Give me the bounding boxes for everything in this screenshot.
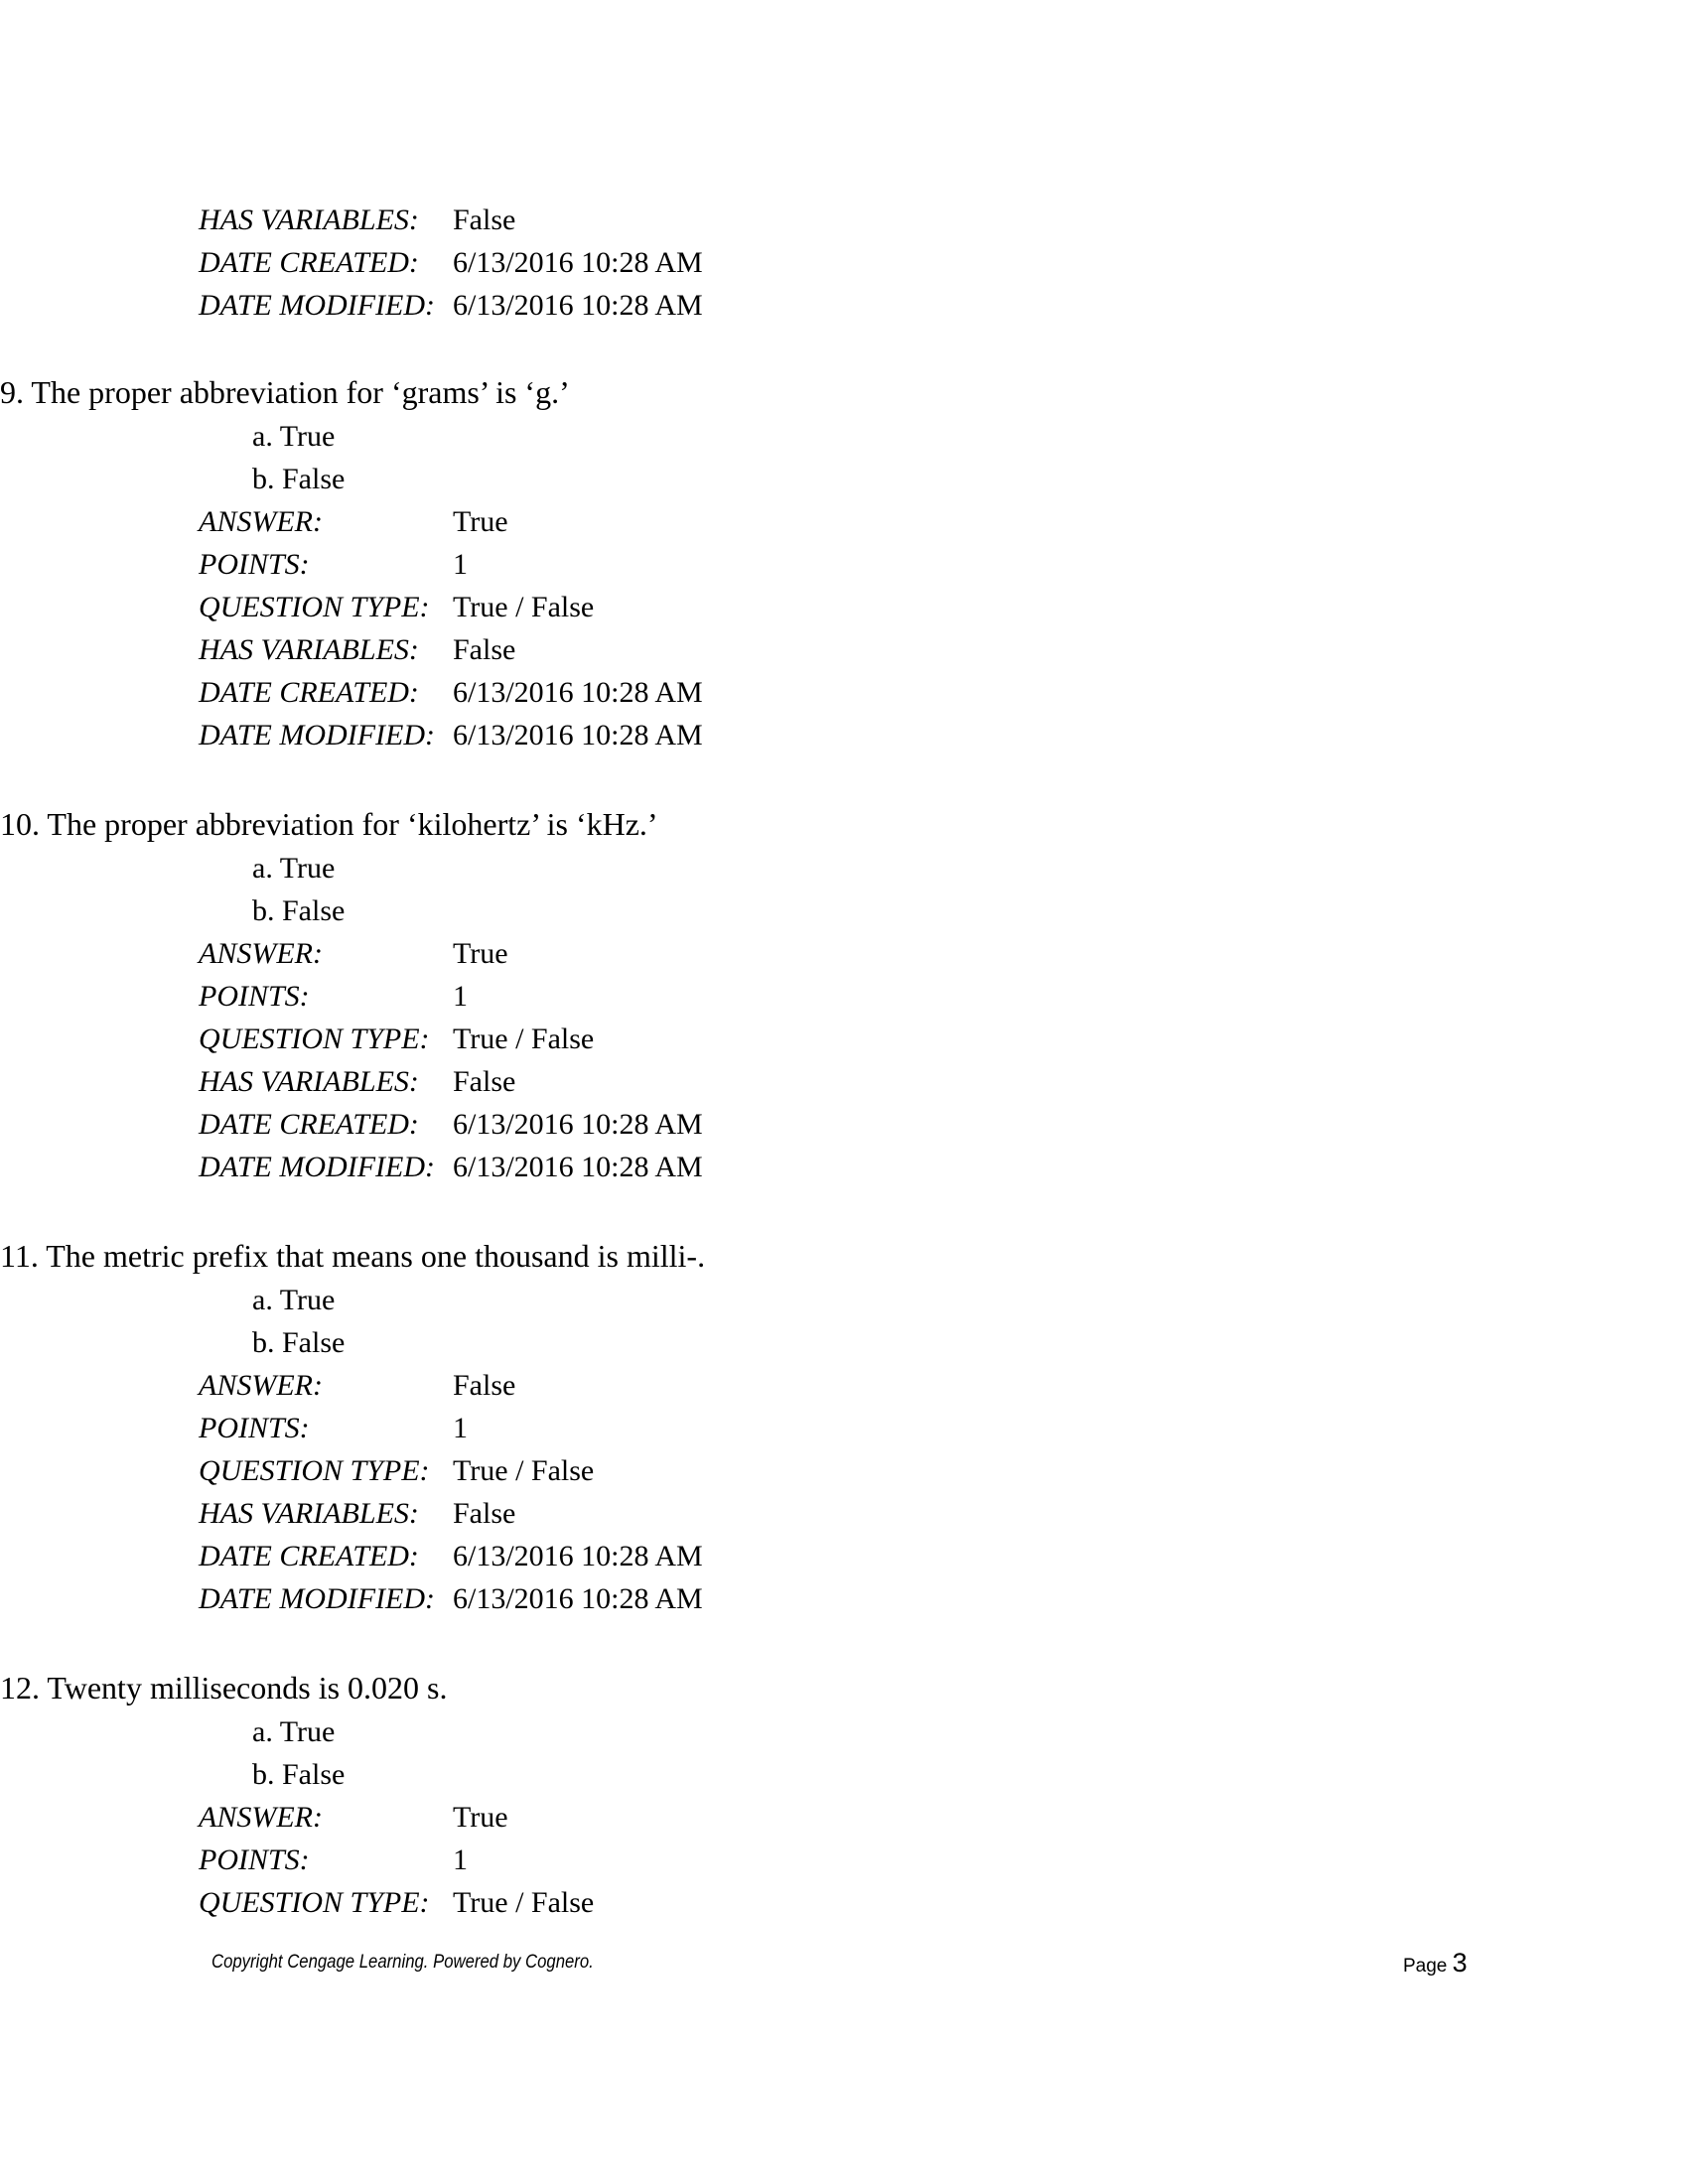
question-text: 12. Twenty milliseconds is 0.020 s. — [0, 1670, 448, 1706]
meta-value: 1 — [453, 1412, 468, 1444]
meta-value: 6/13/2016 10:28 AM — [453, 1540, 703, 1572]
meta-value: 6/13/2016 10:28 AM — [453, 1108, 703, 1141]
meta-label: DATE CREATED: — [199, 1540, 419, 1572]
meta-value: 6/13/2016 10:28 AM — [453, 1582, 703, 1615]
meta-value: True — [453, 505, 508, 538]
meta-value: False — [453, 1065, 516, 1098]
answer-option: b. False — [252, 894, 346, 927]
meta-value: False — [453, 633, 516, 666]
meta-value: 6/13/2016 10:28 AM — [453, 289, 703, 322]
meta-label: ANSWER: — [199, 505, 323, 538]
meta-label: HAS VARIABLES: — [199, 633, 419, 666]
meta-label: QUESTION TYPE: — [199, 591, 430, 623]
meta-label: HAS VARIABLES: — [199, 1497, 419, 1530]
meta-label: DATE MODIFIED: — [199, 1151, 435, 1183]
meta-label: POINTS: — [199, 1843, 310, 1876]
meta-label: POINTS: — [199, 1412, 310, 1444]
meta-label: DATE MODIFIED: — [199, 1582, 435, 1615]
meta-value: 6/13/2016 10:28 AM — [453, 1151, 703, 1183]
meta-value: False — [453, 1369, 516, 1402]
page-number-value: 3 — [1452, 1948, 1468, 1978]
answer-option: b. False — [252, 1326, 346, 1359]
question-text: 10. The proper abbreviation for ‘kilohertz’ is ‘kHz.’ — [0, 806, 658, 842]
page-label: Page — [1403, 1956, 1453, 1977]
meta-value: 6/13/2016 10:28 AM — [453, 676, 703, 709]
meta-label: ANSWER: — [199, 937, 323, 970]
meta-value: True / False — [453, 591, 595, 623]
meta-label: HAS VARIABLES: — [199, 204, 419, 236]
copyright-footer: Copyright Cengage Learning. Powered by Cognero. — [211, 1952, 594, 1973]
meta-value: True / False — [453, 1454, 595, 1487]
question-text: 11. The metric prefix that means one thousand is milli-. — [0, 1238, 706, 1274]
meta-value: True / False — [453, 1886, 595, 1919]
question-text: 9. The proper abbreviation for ‘grams’ is ‘g.’ — [0, 374, 570, 410]
answer-option: b. False — [252, 1758, 346, 1791]
answer-option: a. True — [252, 420, 336, 453]
meta-value: 6/13/2016 10:28 AM — [453, 719, 703, 751]
meta-value: True / False — [453, 1023, 595, 1055]
meta-label: DATE CREATED: — [199, 676, 419, 709]
answer-option: a. True — [252, 852, 336, 885]
meta-value: 1 — [453, 1843, 468, 1876]
meta-label: HAS VARIABLES: — [199, 1065, 419, 1098]
meta-value: 6/13/2016 10:28 AM — [453, 246, 703, 279]
meta-label: DATE MODIFIED: — [199, 719, 435, 751]
meta-label: DATE CREATED: — [199, 1108, 419, 1141]
meta-label: ANSWER: — [199, 1801, 323, 1834]
answer-option: a. True — [252, 1715, 336, 1748]
meta-label: QUESTION TYPE: — [199, 1023, 430, 1055]
meta-label: POINTS: — [199, 548, 310, 581]
meta-value: 1 — [453, 980, 468, 1013]
answer-option: b. False — [252, 463, 346, 495]
meta-value: False — [453, 1497, 516, 1530]
meta-label: DATE CREATED: — [199, 246, 419, 279]
meta-value: True — [453, 1801, 508, 1834]
meta-label: POINTS: — [199, 980, 310, 1013]
meta-label: ANSWER: — [199, 1369, 323, 1402]
meta-value: 1 — [453, 548, 468, 581]
answer-option: a. True — [252, 1284, 336, 1316]
meta-label: QUESTION TYPE: — [199, 1886, 430, 1919]
page-number — [1403, 1948, 1468, 1979]
meta-label: DATE MODIFIED: — [199, 289, 435, 322]
meta-value: True — [453, 937, 508, 970]
meta-label: QUESTION TYPE: — [199, 1454, 430, 1487]
meta-value: False — [453, 204, 516, 236]
